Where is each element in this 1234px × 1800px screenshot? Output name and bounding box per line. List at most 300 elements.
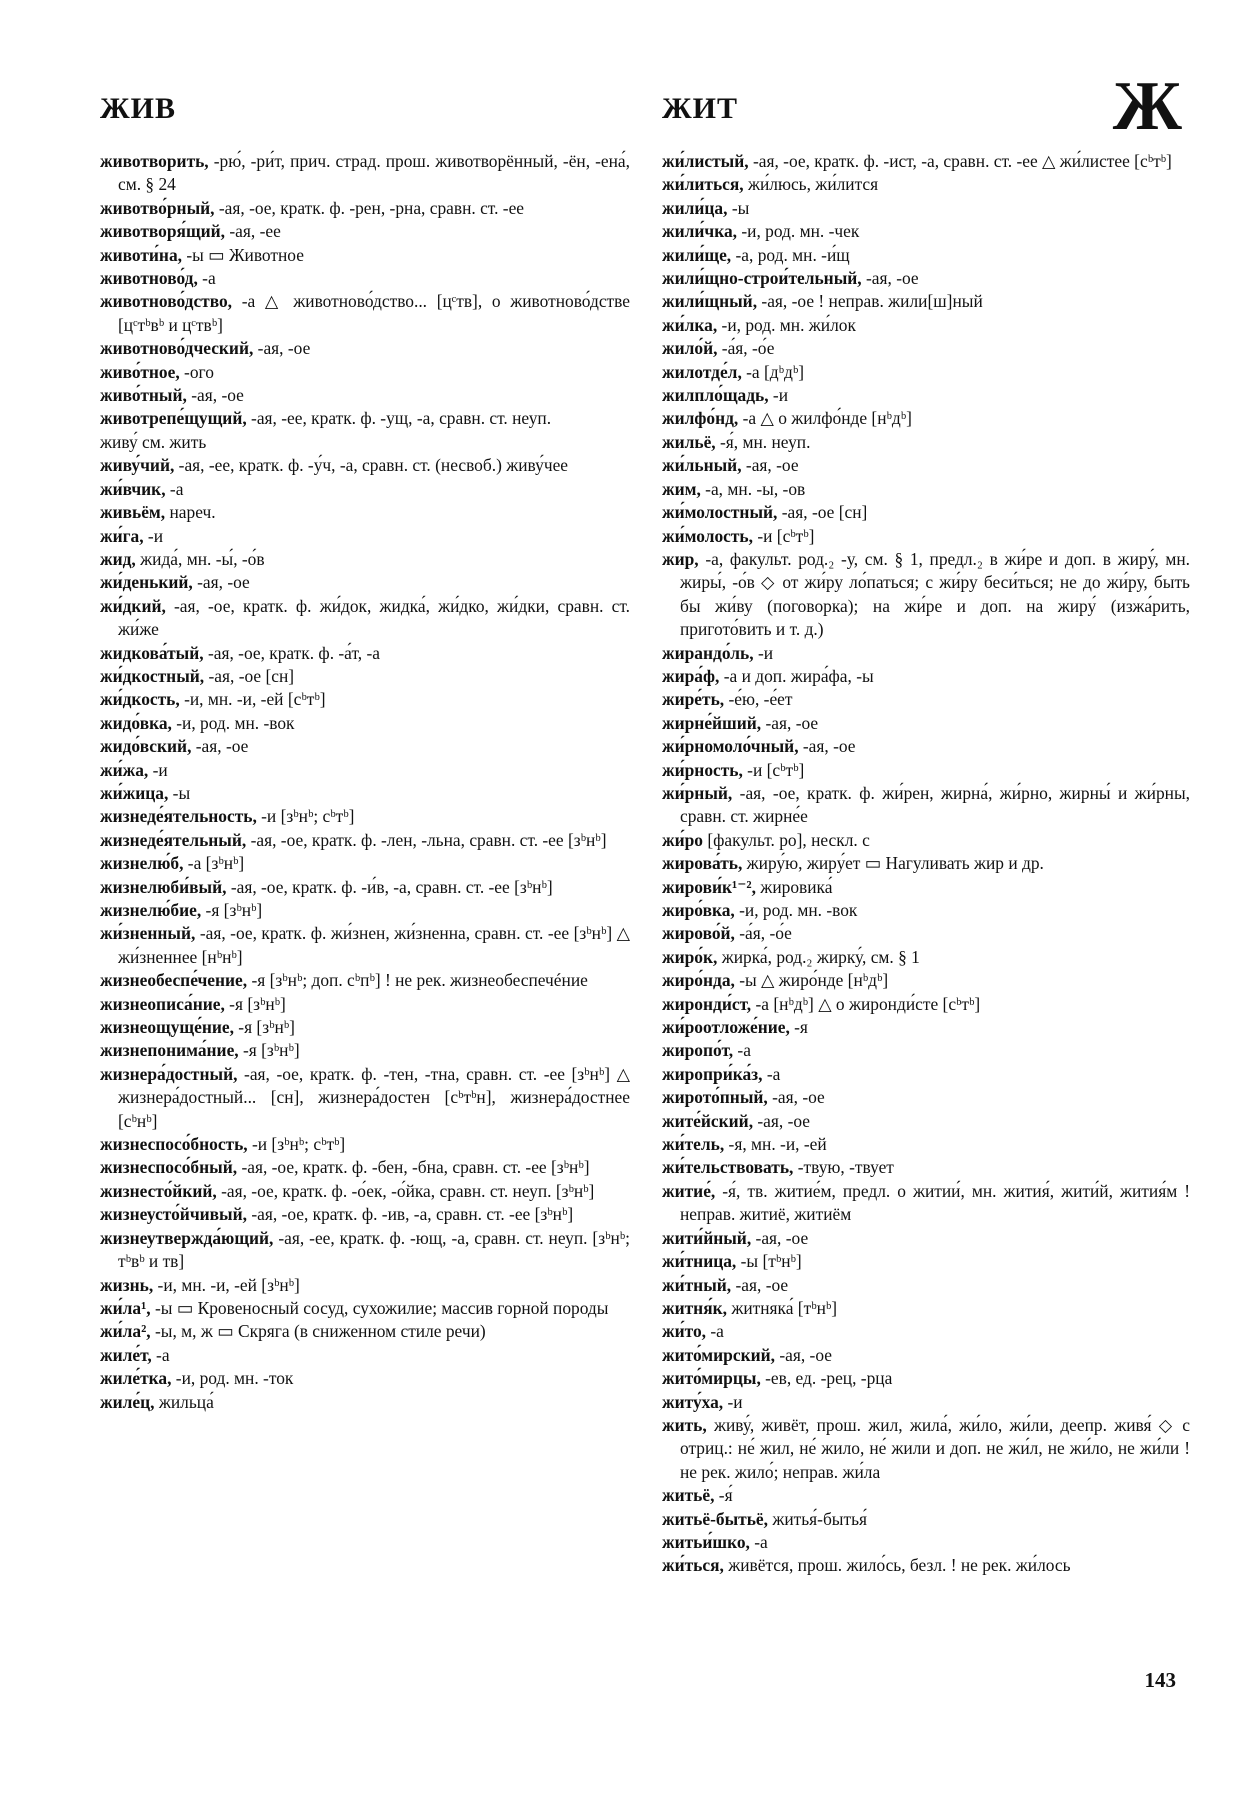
entry-body: жирка́, род.₂ жирку́, см. § 1: [717, 946, 920, 967]
headword: жи́дкий,: [100, 595, 166, 616]
dictionary-entry: [100, 571, 630, 594]
headword: жи́тный,: [662, 1274, 732, 1295]
headword: жи́лка,: [662, 314, 718, 335]
entry-body: -ая, -ое, кратк. ф. -лен, -льна, сравн. ст. -ее [зᵇнᵇ]: [246, 829, 607, 850]
entry-body: -ы: [168, 782, 191, 803]
dictionary-entry: [662, 946, 1190, 969]
headword: житня́к,: [662, 1297, 727, 1318]
dictionary-entry: [100, 759, 630, 782]
dictionary-entry: [662, 1016, 1190, 1039]
section-letter: Ж: [1112, 68, 1182, 145]
headword: жи́вчик,: [100, 478, 166, 499]
entry-body: -е́ю, -е́ет: [724, 689, 793, 710]
headword: жи́листый,: [662, 151, 749, 171]
dictionary-entry: [662, 1531, 1190, 1554]
dictionary-entry: [100, 829, 630, 852]
dictionary-entry: [100, 501, 630, 524]
entry-body: -и, род. мн. -чек: [737, 221, 860, 242]
headword: животново́дческий,: [100, 338, 254, 359]
headword: жи́дкостный,: [100, 665, 205, 686]
entry-body: -ая, -ое: [767, 1087, 825, 1108]
headword: жиропо́т,: [662, 1040, 734, 1061]
dictionary-entry: [662, 361, 1190, 384]
entry-body: -я [зᵇнᵇ]: [238, 1040, 300, 1061]
headword: жи́то,: [662, 1321, 706, 1342]
entry-body: -а: [706, 1321, 724, 1342]
entry-body: -и, род. мн. -вок: [734, 900, 858, 920]
dictionary-entry: [662, 1156, 1190, 1179]
headword: животворя́щий,: [100, 221, 226, 242]
headword: жиле́тка,: [100, 1368, 172, 1389]
entry-body: -и, род. мн. -ток: [171, 1368, 294, 1389]
dictionary-entry: [662, 548, 1190, 642]
headword: жи́денький,: [100, 572, 193, 593]
entry-body: -ая, -ое, кратк. ф. -тен, -тна, сравн. ст. -ее [зᵇнᵇ] △ жизнера́достный... [сн], жизнера́достен [сᵇтᵇн], жизнера́достнее [сᵇнᵇ]: [118, 1063, 630, 1131]
entry-body: живу́ см. жить: [100, 431, 207, 452]
left-column: [100, 150, 630, 1414]
right-column: [662, 150, 1190, 1578]
entry-body: -ы △ жиро́нде [нᵇдᵇ]: [734, 970, 889, 991]
headword: жизнеспосо́бный,: [100, 1157, 238, 1178]
dictionary-entry: [662, 1297, 1190, 1320]
dictionary-entry: [100, 525, 630, 548]
headword: жиле́ц,: [100, 1391, 155, 1412]
headword: жили́чка,: [662, 221, 738, 242]
dictionary-entry: [100, 267, 630, 290]
headword: жи́льный,: [662, 455, 742, 476]
entry-body: -твую, -твует: [793, 1157, 894, 1178]
dictionary-entry: [662, 314, 1190, 337]
entry-body: -ы, м, ж ▭ Скряга (в сниженном стиле речи): [150, 1321, 486, 1342]
headword: жизнелю́б,: [100, 853, 184, 874]
entry-body: -ая, -ее, кратк. ф. -ющ, -а, сравн. ст. неуп. [зᵇнᵇ; тᵇвᵇ и тв]: [118, 1227, 630, 1272]
entry-body: -ы ▭ Животное: [182, 244, 304, 265]
dictionary-entry: [662, 1508, 1190, 1531]
dictionary-entry: [662, 922, 1190, 945]
entry-body: -и [зᵇнᵇ; сᵇтᵇ]: [256, 806, 355, 827]
dictionary-entry: [100, 454, 630, 477]
dictionary-entry: [662, 290, 1190, 313]
dictionary-entry: [100, 384, 630, 407]
dictionary-entry: [662, 1484, 1190, 1507]
headword: жи́жа,: [100, 759, 149, 780]
entry-body: -а: [165, 478, 184, 499]
headword: жизнелю́бие,: [100, 900, 202, 920]
entry-body: -а́я, -о́е: [717, 338, 775, 359]
headword: жиро́нда,: [662, 970, 735, 991]
headword: жизнеобеспе́чение,: [100, 970, 248, 991]
entry-body: -а: [151, 1344, 170, 1365]
entry-body: -ы: [727, 197, 750, 218]
entry-body: -ая, -ое: [761, 712, 819, 733]
right-guide-word: ЖИТ: [662, 92, 739, 125]
headword: жи́жица,: [100, 782, 169, 803]
dictionary-entry: [662, 1554, 1190, 1577]
dictionary-entry: [662, 407, 1190, 430]
entry-body: живу́, живёт, прош. жил, жила́, жи́ло, жи́ли, деепр. живя́ ◇ с отриц.: не́ жил, не́ жило, не́ жили и доп. не жи́л, не жи́ло, не жи́ли ! не рек. жило́; неправ. жи́ла: [680, 1414, 1190, 1482]
dictionary-entry: [662, 1344, 1190, 1367]
headword: жи́ться,: [662, 1555, 724, 1576]
headword: жиронди́ст,: [662, 993, 752, 1014]
dictionary-entry: [100, 1180, 630, 1203]
headword: жили́щно-строи́тельный,: [662, 268, 862, 289]
entry-body: -ого: [179, 361, 214, 382]
dictionary-entry: [100, 1344, 630, 1367]
dictionary-entry: [100, 407, 630, 430]
dictionary-entry: [662, 337, 1190, 360]
headword: жило́й,: [662, 338, 718, 359]
entry-body: -ая, -ее, кратк. ф. -у́ч, -а, сравн. ст. (несвоб.) живу́чее: [174, 455, 569, 476]
entry-body: жида́, мн. -ы́, -о́в: [135, 548, 265, 569]
dictionary-entry: [100, 852, 630, 875]
entry-body: -а [дᵇдᵇ]: [741, 361, 805, 382]
entry-body: -а, мн. -ы, -ов: [700, 478, 806, 499]
entry-body: -а, факульт. род.₂ -у, см. § 1, предл.₂ в жи́ре и доп. в жиру́, мн. жиры́, -о́в ◇ от жи́ру ло́паться; с жи́ру беси́ться; не до жи́ру, быть бы жи́ву (поговорка); на жи́ре и доп. на жиру́ (изжа́рить, пригото́вить и т. д.): [680, 548, 1190, 640]
entry-body: -ая, -ое: [861, 268, 919, 289]
dictionary-entry: [662, 1110, 1190, 1133]
headword: жильё,: [662, 431, 716, 452]
entry-body: -ая, -ое, кратк. ф. -рен, -рна, сравн. ст. -ее: [214, 197, 525, 218]
dictionary-entry: [100, 993, 630, 1016]
dictionary-entry: [100, 1156, 630, 1179]
dictionary-entry: [100, 1133, 630, 1156]
headword: жи́тница,: [662, 1251, 737, 1272]
entry-body: -и, род. мн. -вок: [171, 712, 295, 733]
entry-body: -я́: [714, 1485, 733, 1506]
entry-body: -а [зᵇнᵇ]: [183, 853, 245, 874]
dictionary-entry: [662, 1133, 1190, 1156]
entry-body: [факульт. ро], нескл. с: [703, 829, 870, 850]
headword: жи́молостный,: [662, 502, 778, 523]
dictionary-entry: [662, 431, 1190, 454]
headword: жизнь,: [100, 1274, 154, 1295]
dictionary-entry: [662, 899, 1190, 922]
headword: жизнепонима́ние,: [100, 1040, 239, 1061]
headword: жизнеутвержда́ющий,: [100, 1227, 274, 1248]
headword: жито́мирский,: [662, 1344, 775, 1365]
entry-body: -а: [733, 1040, 751, 1061]
headword: жи́тельствовать,: [662, 1157, 794, 1178]
headword: животво́рный,: [100, 197, 215, 218]
entry-body: -и: [143, 525, 164, 546]
dictionary-entry: [100, 1367, 630, 1390]
headword: животрепе́щущий,: [100, 408, 247, 429]
headword: житьи́шко,: [662, 1531, 750, 1552]
dictionary-entry: [662, 735, 1190, 758]
headword: жира́ф,: [662, 665, 720, 686]
entry-body: -ая, -ое: [191, 736, 249, 757]
headword: животворить,: [100, 151, 209, 171]
dictionary-entry: [662, 1086, 1190, 1109]
entry-body: -рю́, -ри́т, прич. страд. прош. животворённый, -ён, -ена́, см. § 24: [118, 151, 630, 195]
entry-body: -ы ▭ Кровеносный сосуд, сухожилие; массив горной породы: [150, 1297, 609, 1318]
entry-body: жировика́: [755, 876, 833, 897]
entry-body: -ая, -ое, кратк. ф. жи́рен, жирна́, жи́рно, жирны́ и жи́рны, сравн. ст. жирне́е: [680, 782, 1190, 827]
headword: жирандо́ль,: [662, 642, 754, 663]
dictionary-entry: [100, 712, 630, 735]
dictionary-entry: [662, 1250, 1190, 1273]
entry-body: живётся, прош. жило́сь, безл. ! не рек. жи́лось: [723, 1555, 1071, 1576]
entry-body: -и, род. мн. жи́лок: [717, 314, 856, 335]
dictionary-entry: [100, 899, 630, 922]
headword: житьё-бытьё,: [662, 1508, 768, 1529]
headword: жи́рный,: [662, 782, 733, 803]
headword: жиропри́ка́з,: [662, 1063, 763, 1084]
headword: жи́га,: [100, 525, 144, 546]
entry-body: -а, род. мн. -и́щ: [731, 244, 850, 265]
dictionary-entry: [100, 431, 630, 454]
headword: жирото́пный,: [662, 1087, 768, 1108]
dictionary-entry: [100, 150, 630, 197]
entry-body: -а [нᵇдᵇ] △ о жиронди́сте [сᵇтᵇ]: [751, 993, 981, 1014]
dictionary-entry: [662, 993, 1190, 1016]
headword: жизнера́достный,: [100, 1063, 238, 1084]
dictionary-entry: [100, 805, 630, 828]
dictionary-entry: [100, 220, 630, 243]
headword: жирово́й,: [662, 923, 735, 944]
dictionary-entry: [100, 782, 630, 805]
headword: жире́ть,: [662, 689, 725, 710]
headword: жи́дкость,: [100, 689, 180, 710]
dictionary-entry: [662, 688, 1190, 711]
headword: живо́тное,: [100, 361, 180, 382]
entry-body: -ая, -ое, кратк. ф. -ив, -а, сравн. ст. -ее [зᵇнᵇ]: [247, 1204, 574, 1225]
headword: живу́чий,: [100, 455, 175, 476]
entry-body: -я [зᵇнᵇ]: [224, 993, 286, 1014]
dictionary-entry: [100, 665, 630, 688]
headword: животново́дство,: [100, 291, 233, 312]
dictionary-entry: [662, 1367, 1190, 1390]
entry-body: -и [сᵇтᵇ]: [742, 759, 805, 780]
headword: жирне́йший,: [662, 712, 762, 733]
headword: жить,: [662, 1414, 707, 1435]
dictionary-entry: [662, 1391, 1190, 1414]
dictionary-entry: [662, 876, 1190, 899]
dictionary-entry: [662, 501, 1190, 524]
dictionary-entry: [662, 665, 1190, 688]
dictionary-entry: [100, 1274, 630, 1297]
headword: жидкова́тый,: [100, 642, 204, 663]
entry-body: -а △ о жилфо́нде [нᵇдᵇ]: [738, 408, 912, 429]
headword: жилфо́нд,: [662, 408, 739, 429]
dictionary-entry: [662, 1063, 1190, 1086]
entry-body: -ая, -ее: [225, 221, 281, 242]
entry-body: -ая, -ое: [731, 1274, 789, 1295]
dictionary-entry: [100, 361, 630, 384]
headword: жизнеусто́йчивый,: [100, 1204, 247, 1225]
entry-body: -а́я, -о́е: [734, 923, 792, 944]
entry-body: -ая, -ое: [774, 1344, 832, 1365]
entry-body: -я́, тв. житие́м, предл. о житии́, мн. жития́, жити́й, жития́м ! неправ. житиё, житиём: [680, 1180, 1190, 1225]
dictionary-entry: [100, 1227, 630, 1274]
dictionary-entry: [662, 267, 1190, 290]
entry-body: -ев, ед. -рец, -рца: [760, 1368, 893, 1389]
entry-body: -а: [762, 1063, 781, 1084]
entry-body: -ая, -ое: [751, 1227, 809, 1248]
dictionary-entry: [100, 1016, 630, 1039]
entry-body: -и: [753, 642, 774, 663]
entry-body: -и [зᵇнᵇ; сᵇтᵇ]: [247, 1134, 346, 1155]
dictionary-entry: [100, 1039, 630, 1062]
entry-body: -а и доп. жира́фа, -ы: [719, 665, 874, 686]
entry-body: житья́-бытья́: [767, 1508, 868, 1529]
dictionary-entry: [662, 712, 1190, 735]
dictionary-entry: [662, 220, 1190, 243]
headword: жи́роотложе́ние,: [662, 1017, 790, 1038]
headword: жи́рномоло́чный,: [662, 736, 799, 757]
entry-body: -ая, -ое: [753, 1110, 811, 1131]
headword: жизнеде́ятельность,: [100, 806, 257, 827]
entry-body: -и [сᵇтᵇ]: [752, 525, 815, 546]
entry-body: -я [зᵇнᵇ]: [201, 900, 263, 920]
dictionary-entry: [100, 244, 630, 267]
entry-body: -ая, -ое, кратк. ф. -ист, -а, сравн. ст. -ее △ жи́листее [сᵇтᵇ]: [748, 151, 1172, 171]
headword: жи́тель,: [662, 1134, 725, 1155]
dictionary-entry: [100, 688, 630, 711]
headword: жирови́к¹⁻²,: [662, 876, 756, 897]
entry-body: -ая, -ое, кратк. ф. -о́ек, -о́йка, сравн. ст. неуп. [зᵇнᵇ]: [216, 1180, 595, 1201]
dictionary-entry: [662, 244, 1190, 267]
headword: жили́щный,: [662, 291, 758, 312]
headword: жи́ла²,: [100, 1321, 151, 1342]
headword: жите́йский,: [662, 1110, 754, 1131]
headword: жиле́т,: [100, 1344, 152, 1365]
headword: жи́ла¹,: [100, 1297, 151, 1318]
dictionary-entry: [662, 384, 1190, 407]
headword: жизнеспосо́бность,: [100, 1134, 248, 1155]
entry-body: -ая, -ое, кратк. ф. -бен, -бна, сравн. ст. -ее [зᵇнᵇ]: [237, 1157, 590, 1178]
headword: жим,: [662, 478, 701, 499]
entry-body: -ая, -ое: [192, 572, 250, 593]
dictionary-entry: [100, 1063, 630, 1133]
entry-body: -а △ животново́дство... [цᶜтв], о животново́дстве [цᶜтᵇвᵇ и цᶜтвᵇ]: [118, 291, 630, 335]
entry-body: -ая, -ое, кратк. ф. -и́в, -а, сравн. ст. -ее [зᵇнᵇ]: [226, 876, 553, 897]
headword: жизнеописа́ние,: [100, 993, 225, 1014]
headword: житу́ха,: [662, 1391, 724, 1412]
entry-body: -я, мн. -и, -ей: [724, 1134, 827, 1155]
dictionary-entry: [662, 525, 1190, 548]
headword: жизнеощуще́ние,: [100, 1017, 234, 1038]
dictionary-entry: [100, 1297, 630, 1320]
headword: жир,: [662, 548, 699, 569]
dictionary-entry: [100, 548, 630, 571]
entry-body: -и: [768, 385, 789, 406]
dictionary-entry: [100, 1320, 630, 1343]
dictionary-entry: [100, 595, 630, 642]
entry-body: -и, мн. -и, -ей [зᵇнᵇ]: [153, 1274, 300, 1295]
dictionary-entry: [662, 150, 1190, 173]
entry-body: житняка́ [тᵇнᵇ]: [726, 1297, 838, 1318]
dictionary-entry: [100, 642, 630, 665]
dictionary-entry: [662, 782, 1190, 829]
dictionary-entry: [662, 197, 1190, 220]
dictionary-entry: [662, 1039, 1190, 1062]
headword: жирова́ть,: [662, 853, 743, 874]
headword: житие́,: [662, 1180, 716, 1201]
entry-body: -а: [197, 268, 216, 289]
headword: жи́рность,: [662, 759, 743, 780]
headword: жити́йный,: [662, 1227, 752, 1248]
entry-body: жи́люсь, жи́лится: [743, 174, 879, 195]
headword: жизнелюби́вый,: [100, 876, 227, 897]
entry-body: -ая, -ое: [253, 338, 311, 359]
dictionary-entry: [662, 642, 1190, 665]
dictionary-entry: [662, 1227, 1190, 1250]
entry-body: -ая, -ое, кратк. ф. -а́т, -а: [203, 642, 380, 663]
entry-body: -ая, -ое: [798, 736, 856, 757]
dictionary-entry: [100, 922, 630, 969]
entry-body: -ая, -ое ! неправ. жили[ш]ный: [757, 291, 983, 312]
left-guide-word: ЖИВ: [100, 92, 177, 125]
entry-body: -и: [148, 759, 168, 780]
dictionary-entry: [100, 735, 630, 758]
dictionary-entry: [662, 1274, 1190, 1297]
entry-body: -ая, -ое, кратк. ф. жи́док, жидка́, жи́дко, жи́дки, сравн. ст. жи́же: [118, 595, 630, 640]
headword: животи́на,: [100, 244, 182, 265]
headword: жито́мирцы,: [662, 1368, 761, 1389]
headword: жид,: [100, 548, 136, 569]
entry-body: -ая, -ое: [741, 455, 799, 476]
dictionary-entry: [662, 1180, 1190, 1227]
entry-body: -ая, -ое [сн]: [777, 502, 868, 523]
entry-body: -и, мн. -и, -ей [сᵇтᵇ]: [179, 689, 326, 710]
headword: жиро́к,: [662, 946, 718, 967]
dictionary-entry: [662, 173, 1190, 196]
entry-body: -ая, -ее, кратк. ф. -ущ, -а, сравн. ст. неуп.: [246, 408, 552, 429]
dictionary-entry: [662, 829, 1190, 852]
headword: жиро́вка,: [662, 900, 735, 920]
entry-body: -я́, мн. неуп.: [715, 431, 811, 452]
headword: животново́д,: [100, 268, 198, 289]
dictionary-entry: [100, 1391, 630, 1414]
entry-body: -и: [723, 1391, 743, 1412]
page-number: 143: [1144, 1668, 1176, 1692]
headword: жи́литься,: [662, 174, 744, 195]
dictionary-entry: [100, 337, 630, 360]
headword: жизнесто́йкий,: [100, 1180, 217, 1201]
headword: жи́молость,: [662, 525, 753, 546]
headword: жи́ро: [662, 829, 703, 850]
headword: жили́ще,: [662, 244, 732, 265]
entry-body: -я: [789, 1017, 808, 1038]
dictionary-entry: [100, 197, 630, 220]
dictionary-entry: [100, 876, 630, 899]
dictionary-entry: [662, 478, 1190, 501]
entry-body: жиру́ю, жиру́ет ▭ Нагуливать жир и др.: [742, 853, 1044, 874]
entry-body: -ы [тᵇнᵇ]: [736, 1251, 802, 1272]
headword: живьём,: [100, 502, 166, 523]
dictionary-entry: [662, 1414, 1190, 1484]
dictionary-entry: [662, 1320, 1190, 1343]
headword: жидо́вский,: [100, 736, 192, 757]
entry-body: -ая, -ое, кратк. ф. жи́знен, жи́зненна, сравн. ст. -ее [зᵇнᵇ] △ жи́зненнее [нᵇнᵇ]: [118, 923, 630, 967]
entry-body: -я [зᵇнᵇ]: [233, 1017, 295, 1038]
headword: жи́зненный,: [100, 923, 196, 944]
headword: жилпло́щадь,: [662, 385, 769, 406]
dictionary-entry: [662, 969, 1190, 992]
dictionary-entry: [100, 478, 630, 501]
headword: житьё,: [662, 1485, 715, 1506]
headword: живо́тный,: [100, 385, 187, 406]
dictionary-entry: [100, 1203, 630, 1226]
headword: жидо́вка,: [100, 712, 172, 733]
dictionary-entry: [100, 969, 630, 992]
entry-body: нареч.: [165, 502, 216, 523]
headword: жили́ца,: [662, 197, 728, 218]
entry-body: жильца́: [154, 1391, 214, 1412]
dictionary-entry: [100, 290, 630, 337]
dictionary-entry: [662, 759, 1190, 782]
